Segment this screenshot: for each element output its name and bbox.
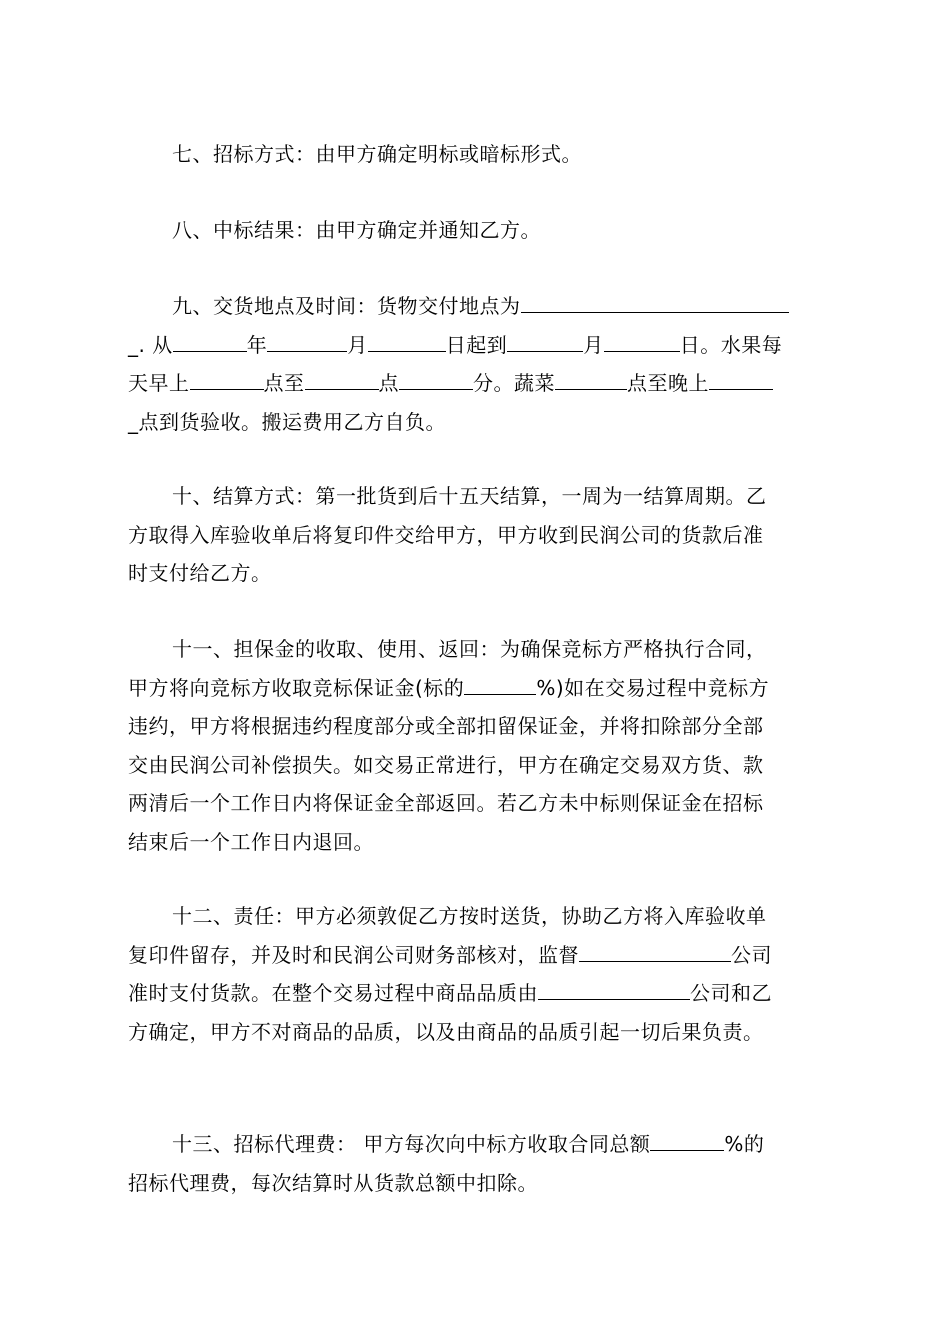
clause-11-line-5: 两清后一个工作日内将保证金全部返回。若乙方未中标则保证金在招标 xyxy=(128,791,764,815)
clause-9-line-1 xyxy=(128,287,820,326)
clause-7 xyxy=(128,135,820,174)
clause-13-line-2: 招标代理费，每次结算时从货款总额中扣除。 xyxy=(128,1170,538,1195)
clause-13-line-1 xyxy=(128,1125,820,1164)
clause-10-line-1: 十、结算方式：第一批货到后十五天结算，一周为一结算周期。乙 xyxy=(172,484,767,508)
veg-hour-blank xyxy=(555,369,627,390)
clause-13 xyxy=(128,1125,820,1202)
clause-12-line-3 xyxy=(128,974,820,1013)
text-year: 年 xyxy=(246,332,268,357)
agency-percent-blank xyxy=(650,1130,724,1151)
text-month: 月 xyxy=(347,332,368,357)
clause-12-line-4: 方确定，甲方不对商品的品质，以及由商品的品质引起一切后果负责。 xyxy=(128,1019,764,1044)
end-month-blank xyxy=(507,331,583,352)
clause-7-line-1: 七、招标方式：由甲方确定明标或暗标形式。 xyxy=(172,142,582,166)
text-hour: 点 xyxy=(378,371,399,395)
clause-9-line-3 xyxy=(128,364,820,403)
to-hour-blank xyxy=(305,369,379,390)
text-company: 公司 xyxy=(731,942,772,967)
clause-8 xyxy=(128,211,820,250)
start-day-blank xyxy=(368,331,446,352)
text-minute-veg: 分。蔬菜 xyxy=(473,371,555,395)
clause-10 xyxy=(128,477,820,593)
delivery-location-blank xyxy=(521,292,789,313)
clause-9-text: 九、交货地点及时间：货物交付地点为 xyxy=(172,294,521,318)
clause-9 xyxy=(128,287,820,441)
clause-11-line-3: 违约，甲方将根据违约程度部分或全部扣留保证金，并将扣除部分全部 xyxy=(128,714,764,738)
morning-hour-blank xyxy=(190,369,264,390)
clause-12 xyxy=(128,897,820,1051)
clause-11-line-4: 交由民润公司补偿损失。如交易正常进行，甲方在确定交易双方货、款 xyxy=(128,752,764,777)
text-evening: 点至晚上 xyxy=(627,371,709,395)
clause-10-line-3: 时支付给乙方。 xyxy=(128,561,272,585)
text-percent: %)如在交易过程中竞标方 xyxy=(536,675,770,700)
text-company-b: 公司和乙 xyxy=(690,981,772,1005)
minute-blank xyxy=(399,369,473,390)
deposit-percent-blank xyxy=(464,674,536,695)
clause-8-line-1: 八、中标结果：由甲方确定并通知乙方。 xyxy=(172,218,541,242)
text-to: 点至 xyxy=(263,371,305,395)
text-morning: 天早上 xyxy=(128,371,190,395)
start-year-blank xyxy=(173,331,247,352)
clause-11-line-2 xyxy=(128,669,820,708)
supervise-company-blank xyxy=(579,941,731,962)
quality-company-blank xyxy=(538,979,690,1000)
text-percent-of: %的 xyxy=(724,1132,765,1156)
clause-9-line-4: _点到货验收。搬运费用乙方自负。 xyxy=(128,409,446,434)
start-month-blank xyxy=(267,331,347,352)
clause-9-line-2 xyxy=(128,326,820,365)
text-agency-fee: 十三、招标代理费： 甲方每次向中标方收取合同总额 xyxy=(172,1132,651,1156)
text-deposit: 甲方将向竞标方收取竞标保证金(标的 xyxy=(128,675,465,700)
text-supervise: 复印件留存，并及时和民润公司财务部核对，监督 xyxy=(128,942,579,967)
clause-12-line-1: 十二、责任：甲方必须敦促乙方按时送货，协助乙方将入库验收单 xyxy=(172,904,767,928)
evening-hour-blank xyxy=(709,369,773,390)
text-from: _. 从 xyxy=(128,332,173,357)
clause-12-line-2 xyxy=(128,936,820,975)
clause-10-line-2: 方取得入库验收单后将复印件交给甲方，甲方收到民润公司的货款后准 xyxy=(128,522,764,547)
text-fruit: 日。水果每 xyxy=(679,332,783,357)
clause-11-line-6: 结束后一个工作日内退回。 xyxy=(128,829,374,854)
clause-11-line-1: 十一、担保金的收取、使用、返回：为确保竞标方严格执行合同， xyxy=(172,637,767,661)
text-quality: 准时支付货款。在整个交易过程中商品品质由 xyxy=(128,981,538,1005)
end-day-blank xyxy=(604,331,680,352)
text-day-to: 日起到 xyxy=(445,332,508,357)
text-month-2: 月 xyxy=(583,332,604,357)
clause-11 xyxy=(128,630,820,861)
